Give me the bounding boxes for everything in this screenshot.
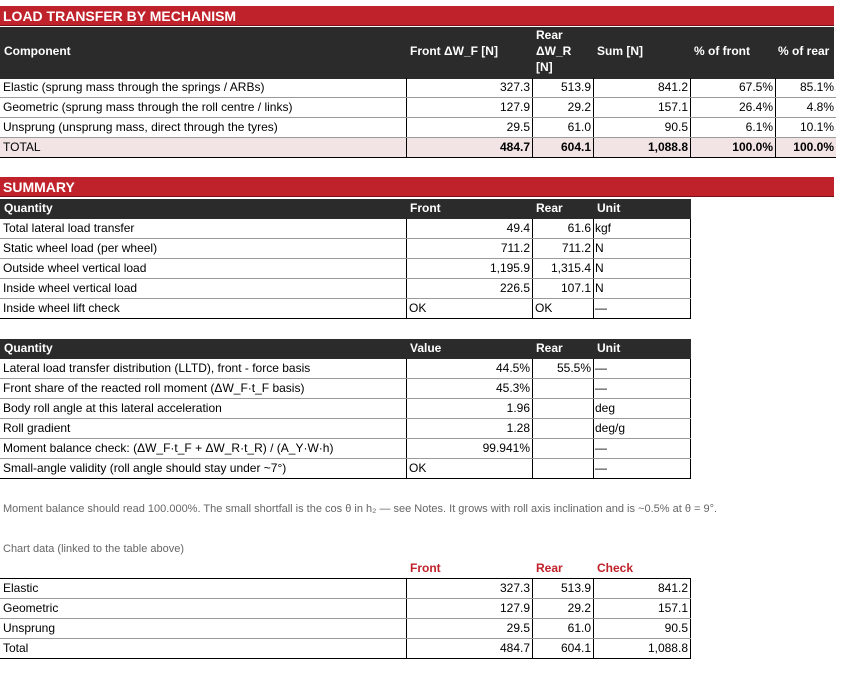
component-cell: TOTAL: [0, 138, 407, 157]
rear-cell: 61.6: [533, 219, 594, 238]
header-check: Check: [597, 561, 634, 575]
moment-balance-note: Moment balance should read 100.000%. The small shortfall is the cos θ in h₂ — see Notes. It grows with roll axis inclination and is ~0.5% at θ = 9°.: [3, 503, 718, 515]
table-row: [0, 219, 691, 239]
value-cell: 1.28: [407, 419, 533, 438]
header-rear: Rear: [536, 201, 563, 215]
header-rear: Rear: [536, 341, 563, 355]
rear-cell: 604.1: [533, 639, 594, 658]
front-cell: 484.7: [407, 138, 533, 157]
front-cell: 484.7: [407, 639, 533, 658]
rear-cell: 61.0: [533, 118, 594, 137]
value-cell: 99.941%: [407, 439, 533, 458]
header-unit: Unit: [597, 201, 621, 215]
check-cell: 841.2: [594, 579, 691, 598]
pct-rear-cell: 10.1%: [799, 120, 834, 134]
rear-cell: 55.5%: [533, 359, 594, 378]
table-row: [0, 459, 691, 479]
unit-cell: deg/g: [594, 419, 691, 438]
unit-cell: —: [594, 359, 691, 378]
rear-cell: 513.9: [533, 78, 594, 97]
rear-cell: 107.1: [533, 279, 594, 298]
table-row: [0, 439, 691, 459]
table-row: [0, 599, 691, 619]
component-cell: Unsprung: [0, 619, 407, 638]
header-quantity: Quantity: [4, 341, 53, 355]
component-cell: Elastic: [0, 579, 407, 598]
front-cell: 711.2: [407, 239, 533, 258]
pct-front-cell: 100.0%: [691, 138, 776, 157]
table-row: [0, 639, 691, 659]
unit-cell: —: [594, 459, 691, 478]
total-row: [0, 138, 836, 158]
pct-rear-cell: 85.1%: [799, 80, 834, 94]
value-cell: 1.96: [407, 399, 533, 418]
rear-cell: [533, 439, 594, 458]
check-cell: 90.5: [594, 619, 691, 638]
rear-cell: 29.2: [533, 599, 594, 618]
quantity-cell: Front share of the reacted roll moment (ΔW_F·t_F basis): [0, 379, 407, 398]
mechanism-title: LOAD TRANSFER BY MECHANISM: [0, 6, 834, 26]
header-quantity: Quantity: [4, 201, 53, 215]
rear-cell: 604.1: [533, 138, 594, 157]
chart-data-label: Chart data (linked to the table above): [3, 543, 185, 555]
unit-cell: deg: [594, 399, 691, 418]
table-row: [0, 279, 691, 299]
header-rear: Rear: [536, 561, 563, 575]
quantity-cell: Roll gradient: [0, 419, 407, 438]
quantity-cell: Inside wheel vertical load: [0, 279, 407, 298]
table-row: [0, 579, 691, 599]
rear-cell: [533, 419, 594, 438]
balance-header-row: [0, 339, 691, 359]
summary-title: SUMMARY: [0, 177, 834, 197]
rear-cell: 1,315.4: [533, 259, 594, 278]
table-row: [0, 299, 691, 319]
sum-cell: 90.5: [594, 118, 691, 137]
table-row: [0, 359, 691, 379]
check-cell: 157.1: [594, 599, 691, 618]
front-cell: 1,195.9: [407, 259, 533, 278]
table-row: [0, 98, 836, 118]
component-cell: Elastic (sprung mass through the springs / ARBs): [0, 78, 407, 97]
front-cell: 127.9: [407, 599, 533, 618]
rear-cell: [533, 379, 594, 398]
pct-front-cell: 26.4%: [691, 98, 776, 117]
rear-cell: 513.9: [533, 579, 594, 598]
header-sum: Sum [N]: [597, 44, 643, 58]
rear-cell: 711.2: [533, 239, 594, 258]
header-front: Front: [410, 201, 441, 215]
table-row: [0, 259, 691, 279]
front-cell: 327.3: [407, 579, 533, 598]
rear-cell: 29.2: [533, 98, 594, 117]
rear-cell: [533, 459, 594, 478]
front-cell: OK: [407, 299, 533, 318]
component-cell: Geometric (sprung mass through the roll centre / links): [0, 98, 407, 117]
quantity-cell: Lateral load transfer distribution (LLTD), front - force basis: [0, 359, 407, 378]
header-rear-1: Rear: [536, 28, 563, 42]
pct-front-cell: 67.5%: [691, 78, 776, 97]
component-cell: Unsprung (unsprung mass, direct through the tyres): [0, 118, 407, 137]
table-row: [0, 239, 691, 259]
quantity-cell: Moment balance check: (ΔW_F·t_F + ΔW_R·t_R) / (A_Y·W·h): [0, 439, 407, 458]
value-cell: 45.3%: [407, 379, 533, 398]
component-cell: Geometric: [0, 599, 407, 618]
unit-cell: —: [594, 439, 691, 458]
unit-cell: —: [594, 299, 691, 318]
rear-cell: OK: [533, 299, 594, 318]
unit-cell: —: [594, 379, 691, 398]
header-pct-front: % of front: [694, 44, 750, 58]
rear-cell: 61.0: [533, 619, 594, 638]
header-pct-rear: % of rear: [778, 44, 830, 58]
chart-data-header-row: [0, 559, 691, 579]
pct-rear-cell: 4.8%: [806, 100, 834, 114]
header-front: Front ΔW_F [N]: [410, 44, 498, 58]
sum-cell: 841.2: [594, 78, 691, 97]
unit-cell: N: [594, 259, 691, 278]
front-cell: 127.9: [407, 98, 533, 117]
unit-cell: N: [594, 279, 691, 298]
table-row: [0, 379, 691, 399]
value-cell: 44.5%: [407, 359, 533, 378]
table-row: [0, 118, 836, 138]
check-cell: 1,088.8: [594, 639, 691, 658]
sum-cell: 157.1: [594, 98, 691, 117]
summary-header-row: [0, 199, 691, 219]
quantity-cell: Static wheel load (per wheel): [0, 239, 407, 258]
table-row: [0, 419, 691, 439]
pct-rear-cell: 100.0%: [793, 140, 834, 154]
header-rear-3: [N]: [536, 60, 553, 74]
front-cell: 226.5: [407, 279, 533, 298]
front-cell: 29.5: [407, 118, 533, 137]
quantity-cell: Body roll angle at this lateral acceleration: [0, 399, 407, 418]
header-front: Front: [410, 561, 441, 575]
table-row: [0, 619, 691, 639]
quantity-cell: Small-angle validity (roll angle should stay under ~7°): [0, 459, 407, 478]
component-cell: Total: [0, 639, 407, 658]
sum-cell: 1,088.8: [594, 138, 691, 157]
value-cell: OK: [407, 459, 533, 478]
quantity-cell: Inside wheel lift check: [0, 299, 407, 318]
pct-front-cell: 6.1%: [691, 118, 776, 137]
header-unit: Unit: [597, 341, 621, 355]
front-cell: 327.3: [407, 78, 533, 97]
quantity-cell: Total lateral load transfer: [0, 219, 407, 238]
header-value: Value: [410, 341, 442, 355]
header-component: Component: [4, 44, 71, 58]
unit-cell: N: [594, 239, 691, 258]
quantity-cell: Outside wheel vertical load: [0, 259, 407, 278]
rear-cell: [533, 399, 594, 418]
mechanism-header-row: [0, 27, 834, 79]
table-row: [0, 78, 836, 98]
unit-cell: kgf: [594, 219, 691, 238]
front-cell: 49.4: [407, 219, 533, 238]
header-rear-2: ΔW_R: [536, 44, 572, 58]
table-row: [0, 399, 691, 419]
front-cell: 29.5: [407, 619, 533, 638]
